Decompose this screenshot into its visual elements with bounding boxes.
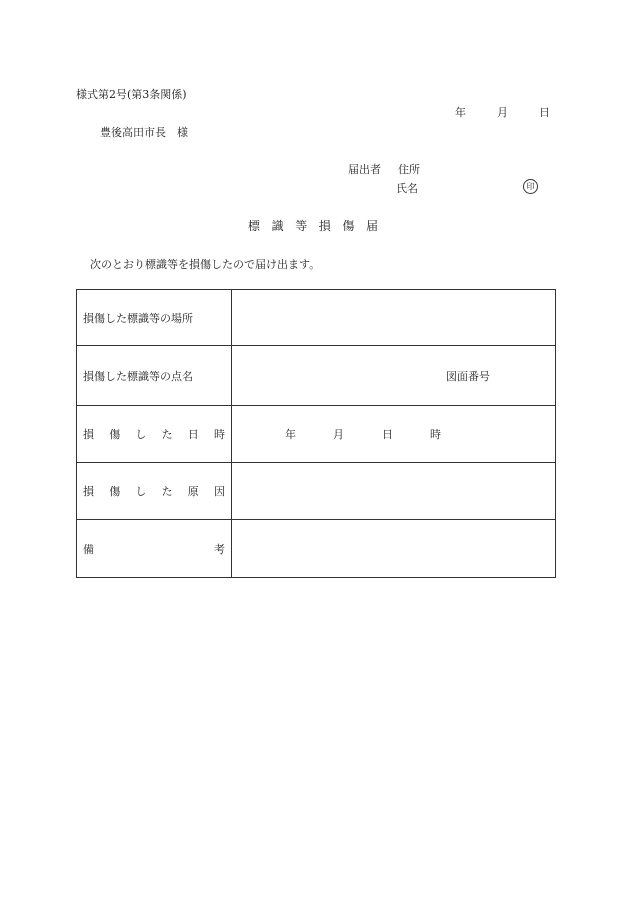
label-char: た: [161, 485, 173, 498]
label-char: 傷: [109, 428, 121, 441]
table-row-cause: [77, 463, 556, 520]
table-row-point-name: [77, 346, 556, 406]
title-char: 傷: [342, 219, 355, 233]
intro-text: 次のとおり標識等を損傷したので届け出ます。: [90, 258, 321, 271]
table-row-remarks: [77, 520, 556, 578]
value-location[interactable]: [232, 290, 556, 346]
label-char: た: [161, 428, 173, 441]
title-char: 標: [248, 219, 261, 233]
table-row-datetime: [77, 406, 556, 463]
applicant-address-line: [348, 161, 420, 177]
year-label: 年: [285, 428, 296, 441]
label-remarks: [77, 520, 232, 578]
table-row-location: [77, 290, 556, 346]
value-remarks[interactable]: [232, 520, 556, 578]
label-char: し: [135, 428, 147, 441]
label-point-name-text: 損傷した標識等の点名: [83, 369, 193, 383]
label-char: 備: [83, 542, 94, 556]
addressee: 豊後高田市長 様: [100, 126, 188, 139]
month-label: 月: [333, 428, 344, 441]
hour-label: 時: [430, 428, 441, 441]
document-title: [248, 217, 378, 234]
label-char: 因: [213, 485, 225, 498]
damage-report-table: [76, 289, 556, 578]
label-char: 損: [83, 485, 94, 498]
label-char: 日: [187, 428, 199, 441]
form-number: 様式第2号(第3条関係): [76, 88, 187, 101]
title-char: 損: [318, 219, 331, 233]
label-location: [77, 290, 232, 346]
applicant-label: 届出者: [348, 163, 381, 176]
title-char: 識: [271, 219, 284, 233]
value-cause[interactable]: [232, 463, 556, 520]
label-char: 損: [83, 428, 94, 441]
name-label: 氏名: [396, 182, 418, 195]
date-day-label: 日: [539, 106, 550, 119]
seal-mark: [523, 179, 538, 194]
label-datetime: [77, 406, 232, 463]
submission-date: [455, 104, 550, 120]
label-cause: [77, 463, 232, 520]
label-location-text: 損傷した標識等の場所: [83, 311, 193, 325]
title-char: 等: [295, 219, 308, 233]
label-char: 原: [187, 485, 199, 498]
drawing-number-label: 図面番号: [446, 369, 490, 383]
value-point-name[interactable]: [232, 346, 556, 406]
label-char: 傷: [109, 485, 121, 498]
day-label: 日: [382, 428, 393, 441]
label-char: 時: [213, 428, 225, 441]
seal-icon: 印: [523, 179, 538, 194]
date-month-label: 月: [497, 106, 508, 119]
date-year-label: 年: [455, 106, 466, 119]
label-point-name: [77, 346, 232, 406]
label-char: し: [135, 485, 147, 498]
value-datetime[interactable]: [232, 406, 556, 463]
label-char: 考: [214, 542, 225, 556]
address-label: 住所: [398, 163, 420, 176]
title-char: 届: [365, 219, 378, 233]
